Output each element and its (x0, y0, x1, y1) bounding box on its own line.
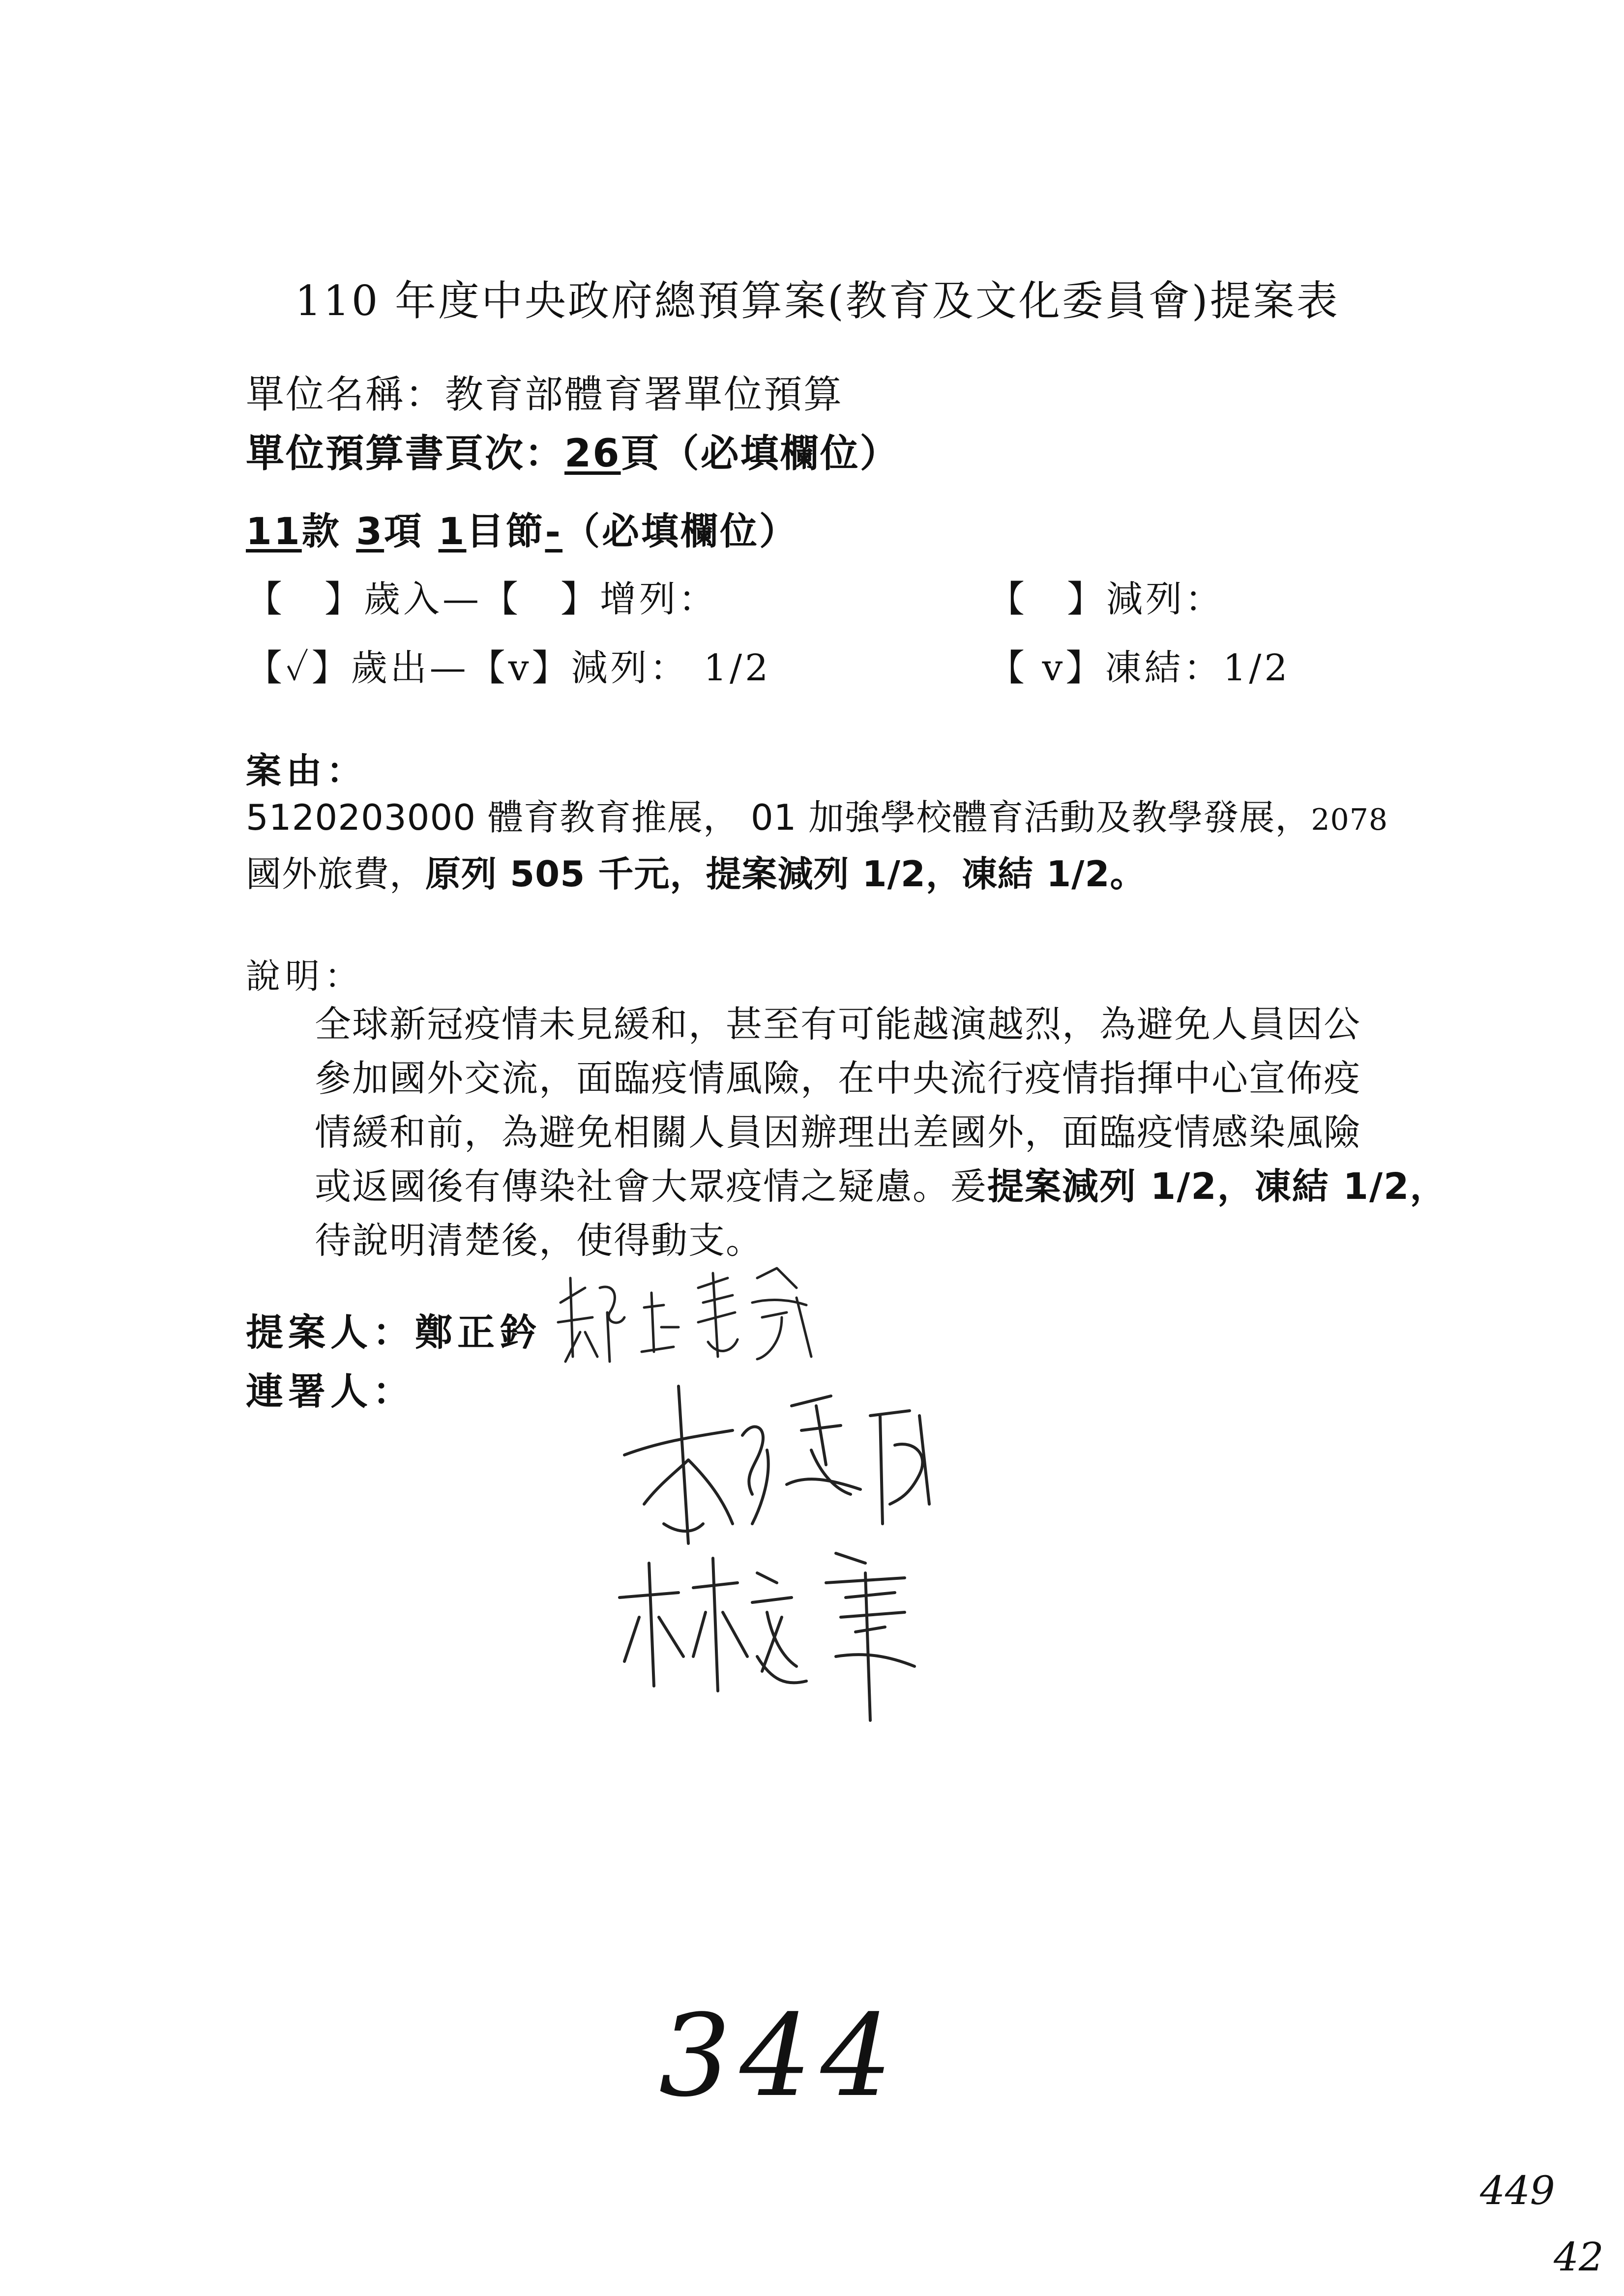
reason-line-2-text: 國外旅費， (246, 853, 426, 895)
required-suffix: （必填欄位） (562, 509, 799, 553)
explanation-line-3: 情緩和前，為避免相關人員因辦理出差國外，面臨疫情感染風險 (315, 1111, 1361, 1154)
bracket-open: 【 (246, 647, 285, 689)
proposer-line (246, 1303, 542, 1356)
page-title: 110 年度中央政府總預算案(教育及文化委員會)提案表 (295, 277, 1340, 325)
check-icon: ✓ (285, 647, 312, 689)
page-ref-label: 單位預算書頁次： (246, 431, 565, 476)
explanation-line-4-bold: 提案減列 1/2，凍結 1/2， (987, 1165, 1447, 1208)
kuan-value: 11 (246, 509, 302, 553)
explanation-line-4 (315, 1158, 1447, 1210)
handwritten-page-number: 344 (659, 1991, 901, 2122)
explanation-line-5: 待說明清楚後，使得動支。 (315, 1220, 763, 1262)
reason-line-1 (246, 789, 1388, 840)
reason-heading: 案由： (246, 750, 367, 791)
jie-value: - (545, 509, 563, 553)
corner-number-top: 449 (1480, 2168, 1555, 2213)
page-ref-line (246, 423, 900, 478)
xiang-value: 3 (356, 509, 384, 553)
unit-name: 單位名稱：教育部體育署單位預算 (246, 373, 844, 417)
explanation-heading: 說明： (246, 956, 364, 996)
reason-line-1-text: 5120203000 體育教育推展， 01 加強學校體育活動及教學發展， (246, 797, 1311, 838)
proposer-name: 鄭正鈐 (415, 1310, 542, 1354)
cosigner-signature-1 (605, 1376, 949, 1553)
page-ref-number: 26 (564, 432, 621, 476)
corner-number-bottom: 42 (1554, 2234, 1604, 2280)
kuan-label: 款 (301, 509, 341, 553)
cosigner-label: 連署人： (246, 1369, 415, 1413)
cosigner-signature-2 (610, 1543, 954, 1730)
revenue-reduce-checkbox: 【 】減列： (988, 578, 1224, 620)
freeze-checkbox: 【 v】凍結：1/2 (988, 647, 1291, 689)
mu-label: 目節 (466, 509, 545, 553)
explanation-line-1: 全球新冠疫情未見緩和，甚至有可能越演越烈，為避免人員因公 (315, 1003, 1361, 1046)
explanation-line-4-text: 或返國後有傳染社會大眾疫情之疑慮。爰 (315, 1165, 987, 1208)
page-ref-suffix: 頁（必填欄位） (620, 431, 900, 476)
reason-line-2-bold: 原列 505 千元，提案減列 1/2，凍結 1/2。 (425, 853, 1146, 895)
expense-checkbox-row (246, 639, 771, 691)
expense-reduce-text: 】歲出—【v】減列： 1/2 (311, 647, 771, 689)
explanation-line-2: 參加國外交流，面臨疫情風險，在中央流行疫情指揮中心宣佈疫 (315, 1057, 1361, 1100)
reason-line-1-code: 2078 (1311, 803, 1388, 837)
proposer-signature (551, 1258, 826, 1371)
reason-line-2 (246, 845, 1146, 897)
proposer-label: 提案人： (246, 1310, 415, 1354)
budget-item-line (246, 501, 798, 555)
mu-value: 1 (438, 509, 467, 553)
revenue-checkbox-row: 【 】歲入—【 】增列： (246, 578, 718, 620)
xiang-label: 項 (384, 509, 424, 553)
